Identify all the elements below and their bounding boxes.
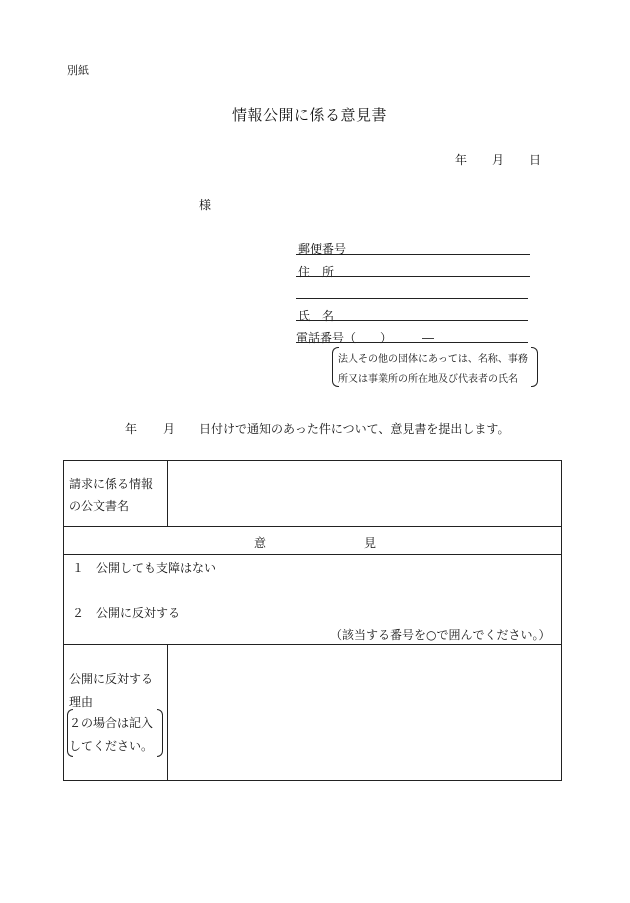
organization-note [332, 347, 538, 387]
circle-instruction: （該当する番号を○で囲んでください。） [330, 628, 551, 642]
right-bracket [157, 709, 163, 757]
row-divider [64, 554, 561, 555]
statement-year: 年 [125, 422, 138, 436]
row-divider [64, 644, 561, 645]
address-label: 住 所 [298, 265, 335, 279]
opinion-table [63, 460, 562, 781]
address-line [296, 276, 530, 277]
option-no-objection[interactable]: １ 公開しても支障はない [72, 561, 217, 575]
postal-code-label: 郵便番号 [298, 242, 347, 256]
column-divider [167, 461, 168, 526]
addressee-suffix: 様 [199, 198, 212, 212]
phone-label: 電話番号（ ） ― [296, 331, 435, 345]
name-label: 氏 名 [298, 309, 335, 323]
doc-name-label-line1: 請求に係る情報 [69, 477, 154, 491]
date-month-label: 月 [492, 153, 505, 167]
row-divider [64, 526, 561, 527]
postal-code-line [296, 254, 530, 255]
reason-field[interactable] [170, 648, 558, 776]
reason-label-line1: 公開に反対する [69, 672, 154, 686]
reason-note-line1: ２の場合は記入 [69, 716, 154, 730]
statement-month: 月 [163, 422, 176, 436]
right-bracket [531, 347, 538, 387]
opinion-header-char1: 意 [254, 536, 267, 550]
opinion-header-char2: 見 [364, 536, 377, 550]
attachment-label: 別紙 [67, 64, 89, 77]
name-line [296, 320, 528, 321]
phone-line [296, 342, 528, 343]
date-year-label: 年 [455, 153, 468, 167]
organization-note-line1: 法人その他の団体にあっては、名称、事務 [338, 354, 528, 365]
reason-note-line2: してください。 [69, 739, 154, 753]
column-divider [167, 644, 168, 780]
organization-note-line2: 所又は事業所の所在地及び代表者の氏名 [338, 374, 518, 385]
statement-text: 日付けで通知のあった件について、意見書を提出します。 [199, 422, 510, 436]
doc-name-label-line2: の公文書名 [69, 499, 130, 513]
option-oppose[interactable]: ２ 公開に反対する [72, 606, 181, 620]
address-line-2 [296, 298, 528, 299]
page-title: 情報公開に係る意見書 [232, 106, 388, 124]
reason-label-line2: 理由 [69, 695, 94, 709]
reason-note [67, 709, 163, 757]
doc-name-field[interactable] [170, 465, 558, 523]
date-day-label: 日 [529, 153, 542, 167]
